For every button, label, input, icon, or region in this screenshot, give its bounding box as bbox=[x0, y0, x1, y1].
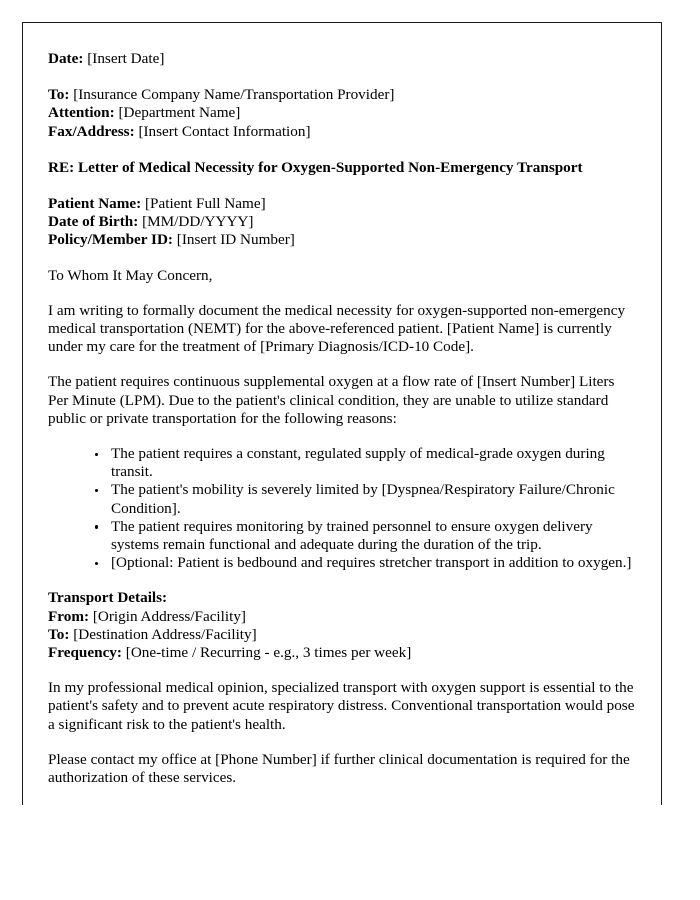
transport-to-line bbox=[48, 626, 637, 644]
spacer bbox=[48, 428, 637, 445]
date-line bbox=[48, 50, 637, 68]
oxygen-requirement-paragraph: The patient requires continuous supplemental oxygen at a flow rate of [Insert Number] Liters Per Minute (LPM). Due to the patient's clinical condition, they are unable to utilize standard public or private transportation for the following reasons: bbox=[48, 373, 615, 427]
spacer bbox=[48, 68, 637, 86]
policy-member-id-line bbox=[48, 231, 637, 249]
spacer bbox=[48, 356, 637, 373]
policy-member-id-label: Policy/Member ID: bbox=[48, 231, 177, 249]
bullet-icon bbox=[95, 489, 98, 492]
spacer bbox=[48, 285, 637, 302]
spacer bbox=[48, 662, 637, 679]
transport-from-line bbox=[48, 608, 637, 626]
spacer bbox=[48, 177, 637, 195]
to-label: To: bbox=[48, 86, 74, 104]
date-of-birth-value: [MM/DD/YYYY] bbox=[142, 213, 254, 231]
list-item bbox=[95, 445, 637, 481]
intro-paragraph: I am writing to formally document the medical necessity for oxygen-supported non-emergency medical transportation (NEMT) for the above-referenced patient. [Patient Name] is currently under my care for the treatment of [Primary Diagnosis/ICD-10 Code]. bbox=[48, 301, 626, 356]
policy-member-id-value: [Insert ID Number] bbox=[176, 231, 295, 249]
spacer bbox=[48, 250, 637, 267]
transport-to-value: [Destination Address/Facility] bbox=[73, 625, 257, 643]
bullet-icon bbox=[95, 562, 98, 565]
list-item-text: The patient requires monitoring by trained personnel to ensure oxygen delivery systems remain functional and adequate during the duration of the trip. bbox=[111, 517, 593, 554]
attention-label: Attention: bbox=[48, 104, 119, 122]
transport-details-block bbox=[48, 589, 637, 662]
list-item bbox=[95, 481, 637, 517]
subject-line: RE: Letter of Medical Necessity for Oxygen-Supported Non-Emergency Transport bbox=[48, 158, 583, 176]
bullet-icon bbox=[95, 525, 98, 528]
list-item bbox=[95, 518, 637, 554]
transport-from-label: From: bbox=[48, 607, 93, 625]
date-of-birth-line bbox=[48, 213, 637, 231]
document-body bbox=[23, 23, 661, 787]
date-label: Date: bbox=[48, 50, 88, 67]
patient-info-block bbox=[48, 195, 637, 250]
fax-address-label: Fax/Address: bbox=[48, 122, 139, 140]
patient-name-value: [Patient Full Name] bbox=[145, 195, 266, 213]
spacer bbox=[48, 734, 637, 751]
transport-to-label: To: bbox=[48, 625, 74, 643]
transport-details-heading: Transport Details: bbox=[48, 589, 168, 607]
salutation: To Whom It May Concern, bbox=[48, 266, 213, 284]
professional-opinion-paragraph: In my professional medical opinion, specialized transport with oxygen support is essential to the patient's safety and to prevent acute respiratory distress. Conventional transportation would pose a significant risk to the patient's health. bbox=[48, 679, 635, 733]
attention-line bbox=[48, 104, 637, 122]
spacer bbox=[48, 572, 637, 589]
transport-frequency-line bbox=[48, 644, 637, 662]
transport-frequency-value: [One-time / Recurring - e.g., 3 times per week] bbox=[125, 644, 412, 662]
list-item-text: The patient's mobility is severely limited by [Dyspnea/Respiratory Failure/Chronic Condition]. bbox=[111, 481, 615, 517]
reasons-list bbox=[48, 445, 637, 572]
recipient-block bbox=[48, 86, 637, 141]
fax-address-value: [Insert Contact Information] bbox=[138, 122, 311, 140]
transport-frequency-label: Frequency: bbox=[48, 644, 126, 662]
list-item-text: [Optional: Patient is bedbound and requires stretcher transport in addition to oxygen.] bbox=[111, 554, 632, 572]
date-value: [Insert Date] bbox=[87, 50, 165, 67]
patient-name-label: Patient Name: bbox=[48, 195, 145, 213]
contact-paragraph: Please contact my office at [Phone Number] if further clinical documentation is required for the authorization of these services. bbox=[48, 750, 630, 787]
patient-name-line bbox=[48, 195, 637, 213]
list-item-text: The patient requires a constant, regulated supply of medical-grade oxygen during transit. bbox=[111, 445, 605, 481]
document-page bbox=[22, 22, 662, 805]
fax-address-line bbox=[48, 123, 637, 141]
to-value: [Insurance Company Name/Transportation Provider] bbox=[73, 86, 395, 104]
spacer bbox=[48, 141, 637, 159]
attention-value: [Department Name] bbox=[118, 104, 241, 122]
date-of-birth-label: Date of Birth: bbox=[48, 213, 143, 231]
list-item bbox=[95, 554, 637, 572]
to-line bbox=[48, 86, 637, 104]
transport-from-value: [Origin Address/Facility] bbox=[92, 607, 246, 625]
bullet-icon bbox=[95, 453, 98, 456]
